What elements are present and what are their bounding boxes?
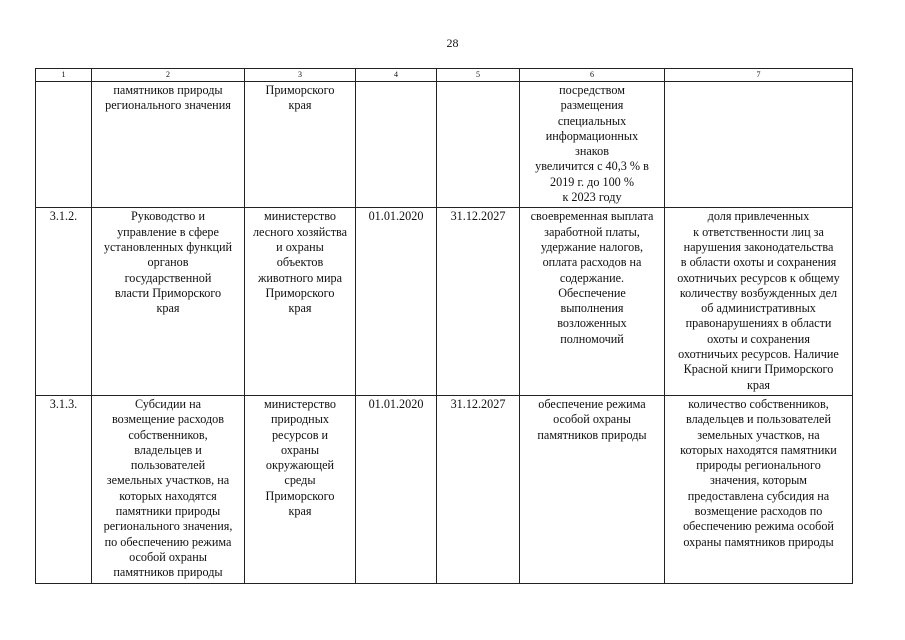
table-row <box>36 82 853 208</box>
cell-expected-result: посредством размещения специальных информационных знаков увеличится с 40,3 % в 2019 г. до 100 % к 2023 году <box>520 82 665 208</box>
header-col-2: 2 <box>92 69 245 82</box>
cell-start-date: 01.01.2020 <box>356 395 437 583</box>
cell-indicator: доля привлеченных к ответственности лиц за нарушения законодательства в области охоты и сохранения охотничьих ресурсов к общему количеству возбужденных дел об административных правонарушениях в области охоты и сохранения охотничьих ресурсов. Наличие Красной книги Приморского края <box>665 208 853 396</box>
cell-start-date <box>356 82 437 208</box>
cell-executor: министерство лесного хозяйства и охраны объектов животного мира Приморского края <box>245 208 356 396</box>
program-table <box>35 68 853 584</box>
table-row <box>36 395 853 583</box>
header-col-6: 6 <box>520 69 665 82</box>
header-col-1: 1 <box>36 69 92 82</box>
cell-expected-result: своевременная выплата заработной платы, удержание налогов, оплата расходов на содержание. Обеспечение выполнения возложенных полномочий <box>520 208 665 396</box>
cell-end-date: 31.12.2027 <box>437 395 520 583</box>
cell-executor: министерство природных ресурсов и охраны окружающей среды Приморского края <box>245 395 356 583</box>
page-number: 28 <box>446 36 459 50</box>
cell-number: 3.1.2. <box>36 208 92 396</box>
cell-indicator: количество собственников, владельцев и пользователей земельных участков, на которых находятся памятники природы регионального значения, которым предоставлена субсидия на возмещение расходов по обеспечению режима особой охраны памятников природы <box>665 395 853 583</box>
cell-expected-result: обеспечение режима особой охраны памятников природы <box>520 395 665 583</box>
cell-number: 3.1.3. <box>36 395 92 583</box>
header-row <box>36 69 853 82</box>
cell-measure-name: Субсидии на возмещение расходов собственников, владельцев и пользователей земельных участков, на которых находятся памятники природы регионального значения, по обеспечению режима особой охраны памятников природы <box>92 395 245 583</box>
cell-number <box>36 82 92 208</box>
header-col-4: 4 <box>356 69 437 82</box>
cell-executor: Приморского края <box>245 82 356 208</box>
cell-indicator <box>665 82 853 208</box>
cell-measure-name: памятников природы регионального значения <box>92 82 245 208</box>
header-col-5: 5 <box>437 69 520 82</box>
header-col-7: 7 <box>665 69 853 82</box>
cell-end-date: 31.12.2027 <box>437 208 520 396</box>
cell-end-date <box>437 82 520 208</box>
cell-start-date: 01.01.2020 <box>356 208 437 396</box>
header-col-3: 3 <box>245 69 356 82</box>
table-row <box>36 208 853 396</box>
cell-measure-name: Руководство и управление в сфере установленных функций органов государственной власти Приморского края <box>92 208 245 396</box>
